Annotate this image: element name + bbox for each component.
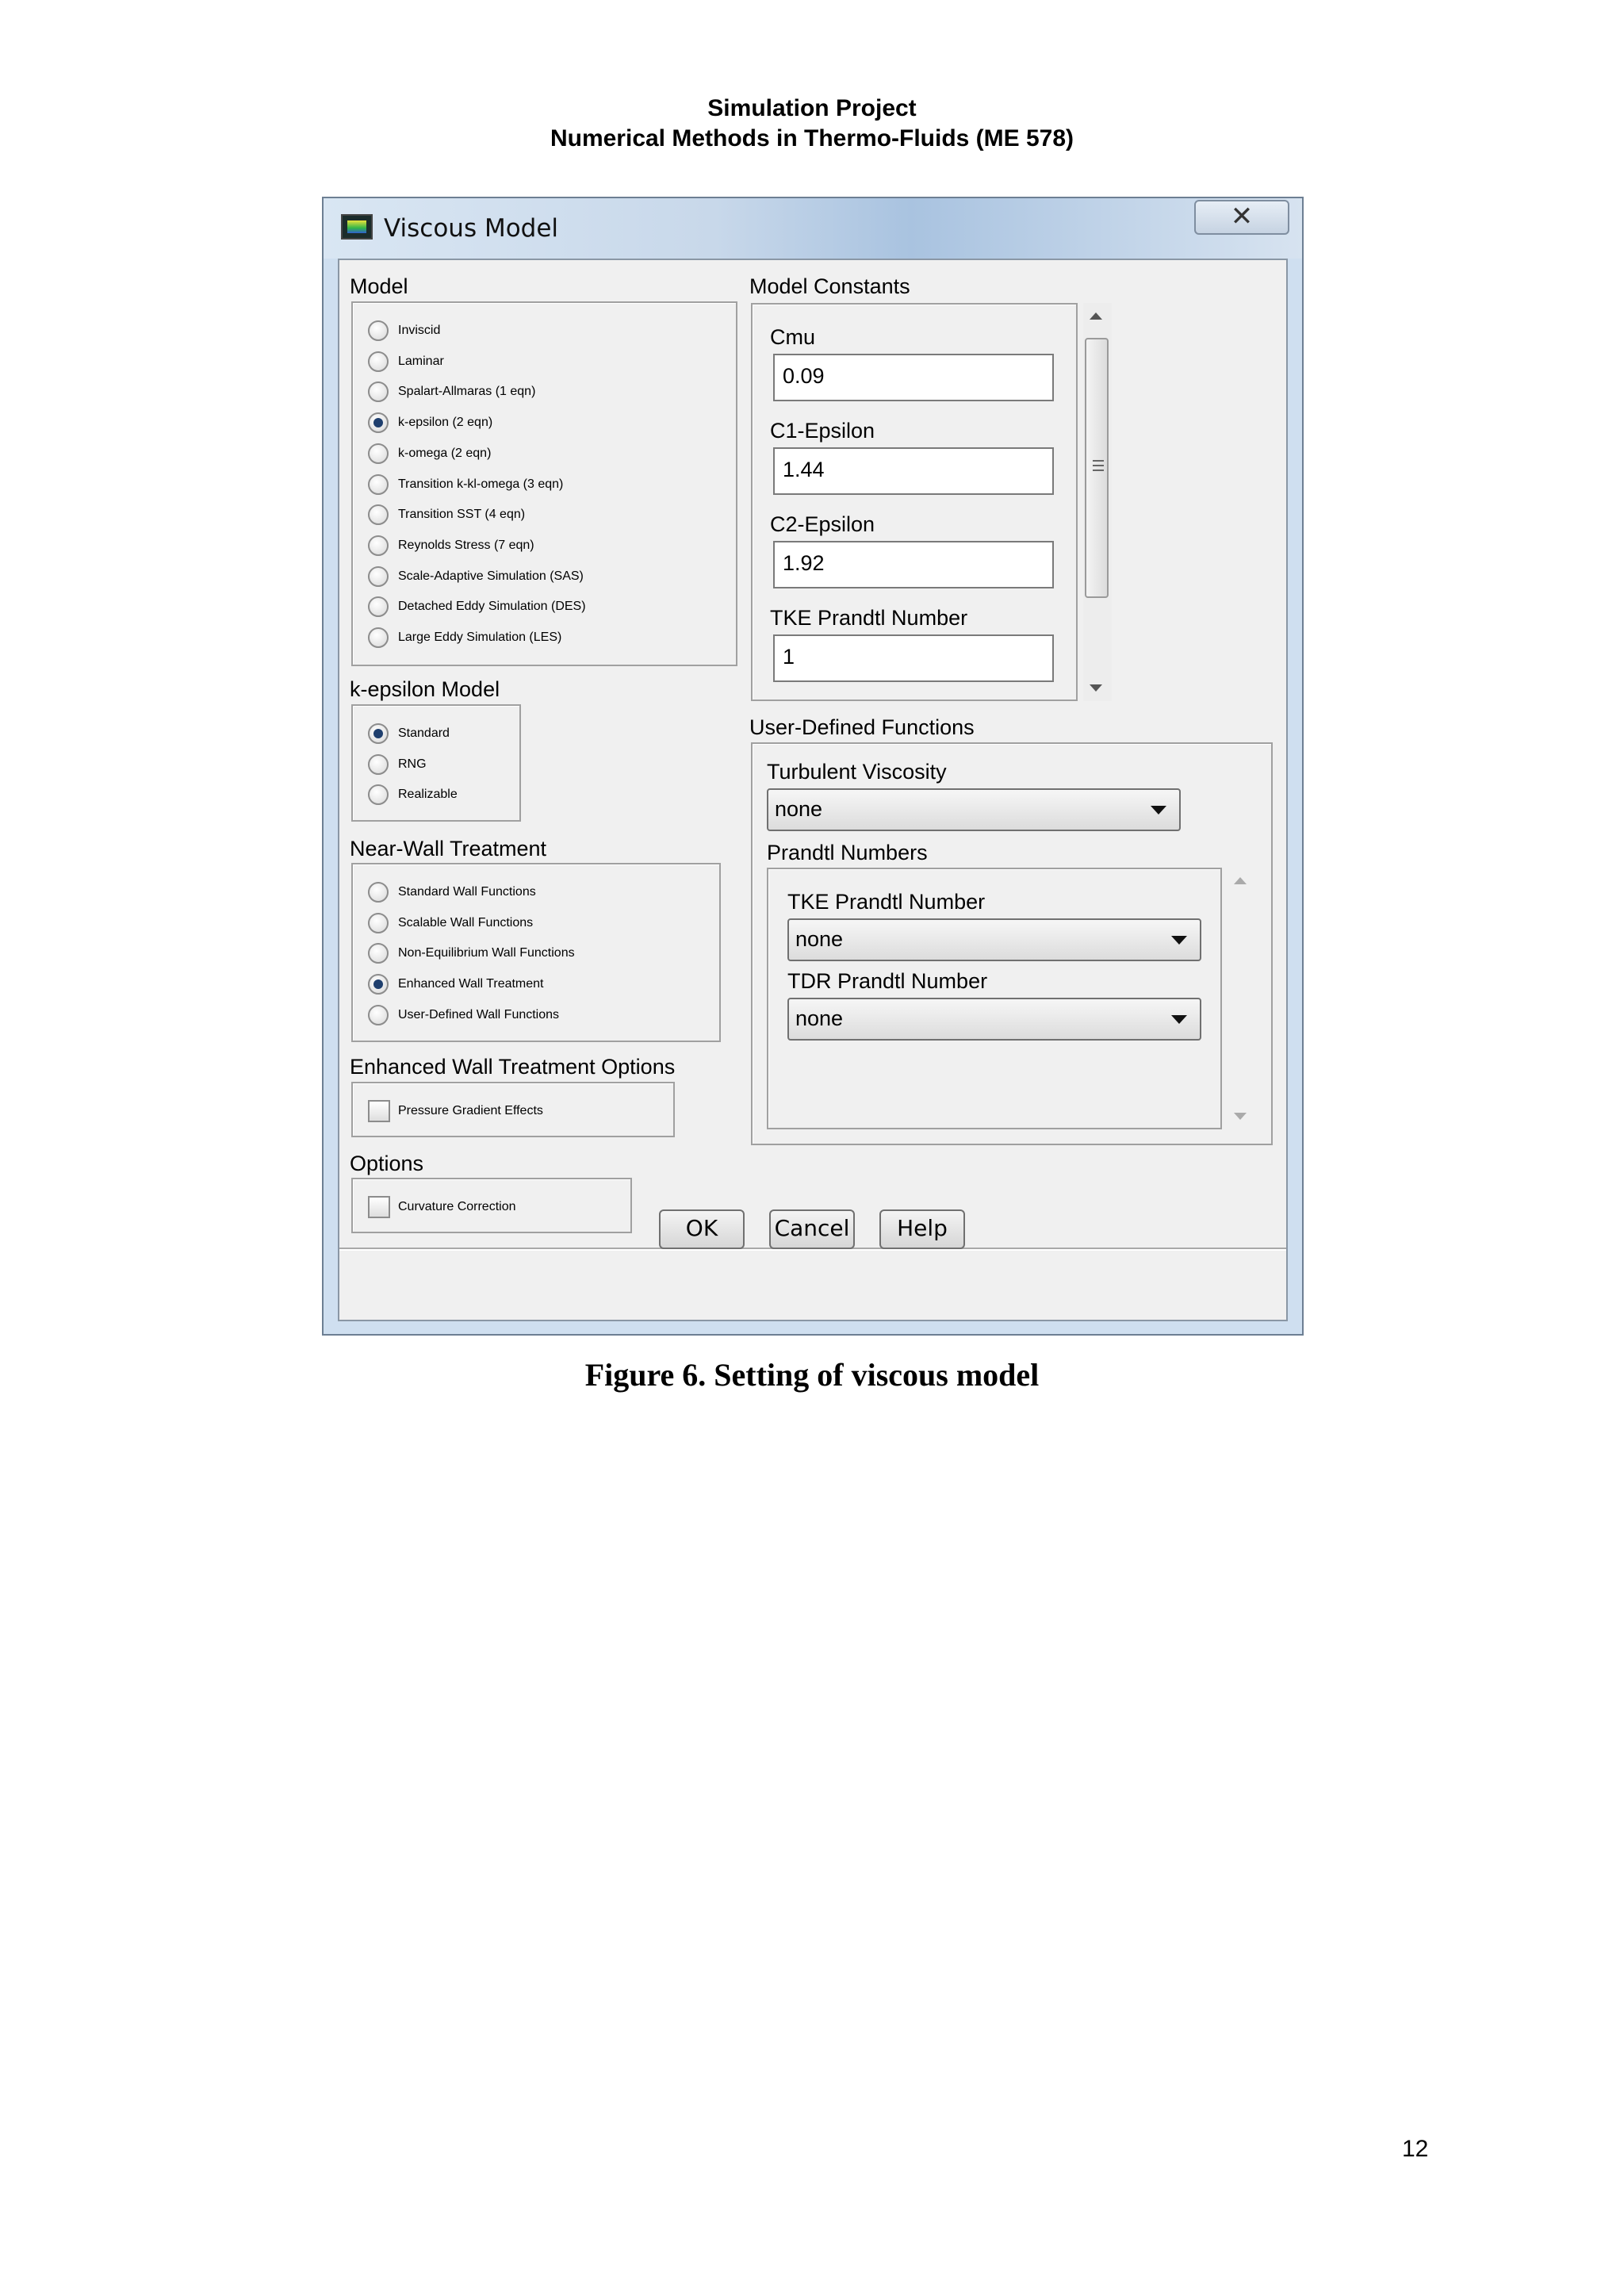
options-group-label: Options bbox=[350, 1152, 424, 1175]
near-wall-option-label: User-Defined Wall Functions bbox=[398, 1007, 560, 1022]
near-wall-group-label: Near-Wall Treatment bbox=[350, 837, 547, 861]
c1-epsilon-input[interactable]: 1.44 bbox=[773, 447, 1054, 495]
model-radio[interactable] bbox=[368, 504, 389, 525]
chevron-down-icon bbox=[1171, 1015, 1187, 1024]
near-wall-option[interactable] bbox=[368, 938, 575, 968]
kepsilon-option-label: Realizable bbox=[398, 788, 458, 802]
model-radio[interactable] bbox=[368, 596, 389, 617]
kepsilon-option[interactable] bbox=[368, 780, 458, 810]
model-radio[interactable] bbox=[368, 320, 389, 341]
model-option[interactable] bbox=[368, 562, 584, 592]
turbulent-viscosity-label: Turbulent Viscosity bbox=[767, 760, 947, 784]
c2-epsilon-label: C2-Epsilon bbox=[770, 512, 875, 536]
model-option-label: Spalart-Allmaras (1 eqn) bbox=[398, 385, 536, 399]
help-button[interactable]: Help bbox=[879, 1209, 965, 1249]
close-button[interactable] bbox=[1194, 200, 1289, 235]
title-bar[interactable] bbox=[324, 198, 1302, 259]
pressure-gradient-label: Pressure Gradient Effects bbox=[398, 1104, 543, 1117]
near-wall-option-label: Standard Wall Functions bbox=[398, 885, 536, 899]
kepsilon-option-label: RNG bbox=[398, 757, 427, 771]
constants-scrollbar[interactable] bbox=[1083, 303, 1112, 701]
curvature-correction-checkbox[interactable] bbox=[368, 1196, 390, 1218]
model-option-label: Transition SST (4 eqn) bbox=[398, 508, 526, 522]
tke-prandtl-udf-label: TKE Prandtl Number bbox=[787, 890, 986, 914]
tke-prandtl-const-label: TKE Prandtl Number bbox=[770, 606, 968, 630]
page-header bbox=[0, 94, 1624, 154]
c1-epsilon-label: C1-Epsilon bbox=[770, 419, 875, 443]
pressure-gradient-checkbox[interactable] bbox=[368, 1100, 390, 1122]
model-radio[interactable] bbox=[368, 351, 389, 372]
c2-epsilon-input[interactable]: 1.92 bbox=[773, 541, 1054, 588]
tke-prandtl-value: none bbox=[795, 927, 844, 951]
app-icon bbox=[341, 214, 373, 240]
kepsilon-radio[interactable] bbox=[368, 784, 389, 805]
model-option-label: Reynolds Stress (7 eqn) bbox=[398, 538, 534, 552]
constants-scroll-thumb[interactable] bbox=[1085, 338, 1109, 598]
enhanced-options-label: Enhanced Wall Treatment Options bbox=[350, 1055, 676, 1079]
close-icon: ✕ bbox=[1230, 201, 1254, 232]
chevron-down-icon bbox=[1151, 806, 1166, 815]
kepsilon-option[interactable] bbox=[368, 749, 427, 780]
model-option[interactable] bbox=[368, 439, 491, 469]
model-option-label: Scale-Adaptive Simulation (SAS) bbox=[398, 569, 584, 583]
model-option-label: Detached Eddy Simulation (DES) bbox=[398, 600, 586, 614]
near-wall-option[interactable] bbox=[368, 877, 536, 907]
model-option-label: Laminar bbox=[398, 354, 444, 368]
dialog-title: Viscous Model bbox=[384, 214, 559, 243]
scroll-up-icon[interactable] bbox=[1090, 312, 1102, 320]
kepsilon-radio[interactable] bbox=[368, 754, 389, 775]
prandtl-numbers-label: Prandtl Numbers bbox=[767, 841, 928, 864]
model-option[interactable] bbox=[368, 347, 444, 377]
kepsilon-option[interactable] bbox=[368, 719, 450, 749]
near-wall-option[interactable] bbox=[368, 908, 533, 938]
model-option-label: Transition k-kl-omega (3 eqn) bbox=[398, 477, 564, 491]
kepsilon-radio[interactable] bbox=[368, 723, 389, 744]
near-wall-option[interactable] bbox=[368, 969, 544, 999]
model-radio[interactable] bbox=[368, 627, 389, 648]
model-option[interactable] bbox=[368, 531, 534, 561]
curvature-correction-label: Curvature Correction bbox=[398, 1200, 516, 1213]
model-option[interactable] bbox=[368, 377, 535, 407]
near-wall-option[interactable] bbox=[368, 1000, 559, 1030]
cmu-input[interactable]: 0.09 bbox=[773, 354, 1054, 401]
model-option[interactable] bbox=[368, 316, 440, 346]
figure-caption: Figure 6. Setting of viscous model bbox=[584, 1357, 1040, 1393]
model-option[interactable] bbox=[368, 470, 563, 500]
model-radio[interactable] bbox=[368, 566, 389, 587]
model-option-label: k-epsilon (2 eqn) bbox=[398, 416, 493, 430]
model-option-label: k-omega (2 eqn) bbox=[398, 446, 492, 460]
model-option[interactable] bbox=[368, 592, 586, 622]
near-wall-radio[interactable] bbox=[368, 974, 389, 995]
tdr-prandtl-value: none bbox=[795, 1006, 844, 1030]
scroll-up-icon[interactable] bbox=[1234, 877, 1247, 884]
header-subtitle: Numerical Methods in Thermo-Fluids (ME 578) bbox=[550, 125, 1074, 151]
near-wall-option-label: Non-Equilibrium Wall Functions bbox=[398, 946, 575, 960]
model-option[interactable] bbox=[368, 408, 492, 438]
chevron-down-icon bbox=[1171, 936, 1187, 945]
scroll-down-icon[interactable] bbox=[1090, 684, 1102, 692]
near-wall-radio[interactable] bbox=[368, 882, 389, 903]
model-radio[interactable] bbox=[368, 474, 389, 495]
kepsilon-group-label: k-epsilon Model bbox=[350, 677, 500, 701]
cmu-label: Cmu bbox=[770, 325, 816, 349]
pressure-gradient-checkbox-row[interactable] bbox=[368, 1096, 543, 1126]
kepsilon-option-label: Standard bbox=[398, 726, 450, 740]
near-wall-option-label: Enhanced Wall Treatment bbox=[398, 977, 544, 991]
model-radio[interactable] bbox=[368, 412, 389, 433]
udf-group-label: User-Defined Functions bbox=[749, 715, 975, 739]
tke-prandtl-const-input[interactable]: 1 bbox=[773, 634, 1054, 682]
near-wall-radio[interactable] bbox=[368, 943, 389, 964]
model-group-label: Model bbox=[350, 274, 408, 298]
near-wall-radio[interactable] bbox=[368, 1005, 389, 1025]
model-option[interactable] bbox=[368, 623, 561, 653]
tke-prandtl-dropdown[interactable] bbox=[787, 918, 1201, 961]
curvature-correction-checkbox-row[interactable] bbox=[368, 1192, 516, 1222]
turbulent-viscosity-dropdown[interactable] bbox=[767, 788, 1181, 831]
prandtl-scrollbar[interactable] bbox=[1228, 868, 1256, 1129]
near-wall-option-label: Scalable Wall Functions bbox=[398, 915, 534, 930]
model-radio[interactable] bbox=[368, 443, 389, 464]
cancel-button[interactable]: Cancel bbox=[769, 1209, 855, 1249]
turbulent-viscosity-value: none bbox=[775, 797, 823, 821]
scroll-down-icon[interactable] bbox=[1234, 1113, 1247, 1120]
tdr-prandtl-udf-label: TDR Prandtl Number bbox=[787, 969, 988, 993]
model-radio[interactable] bbox=[368, 381, 389, 402]
model-option-label: Large Eddy Simulation (LES) bbox=[398, 631, 562, 644]
near-wall-radio[interactable] bbox=[368, 913, 389, 933]
ok-button[interactable]: OK bbox=[659, 1209, 745, 1249]
page-number: 12 bbox=[1402, 2136, 1429, 2162]
model-option[interactable] bbox=[368, 500, 525, 530]
tdr-prandtl-dropdown[interactable] bbox=[787, 998, 1201, 1041]
model-radio[interactable] bbox=[368, 535, 389, 556]
header-title: Simulation Project bbox=[707, 95, 917, 121]
model-option-label: Inviscid bbox=[398, 324, 441, 337]
model-constants-label: Model Constants bbox=[749, 274, 910, 298]
